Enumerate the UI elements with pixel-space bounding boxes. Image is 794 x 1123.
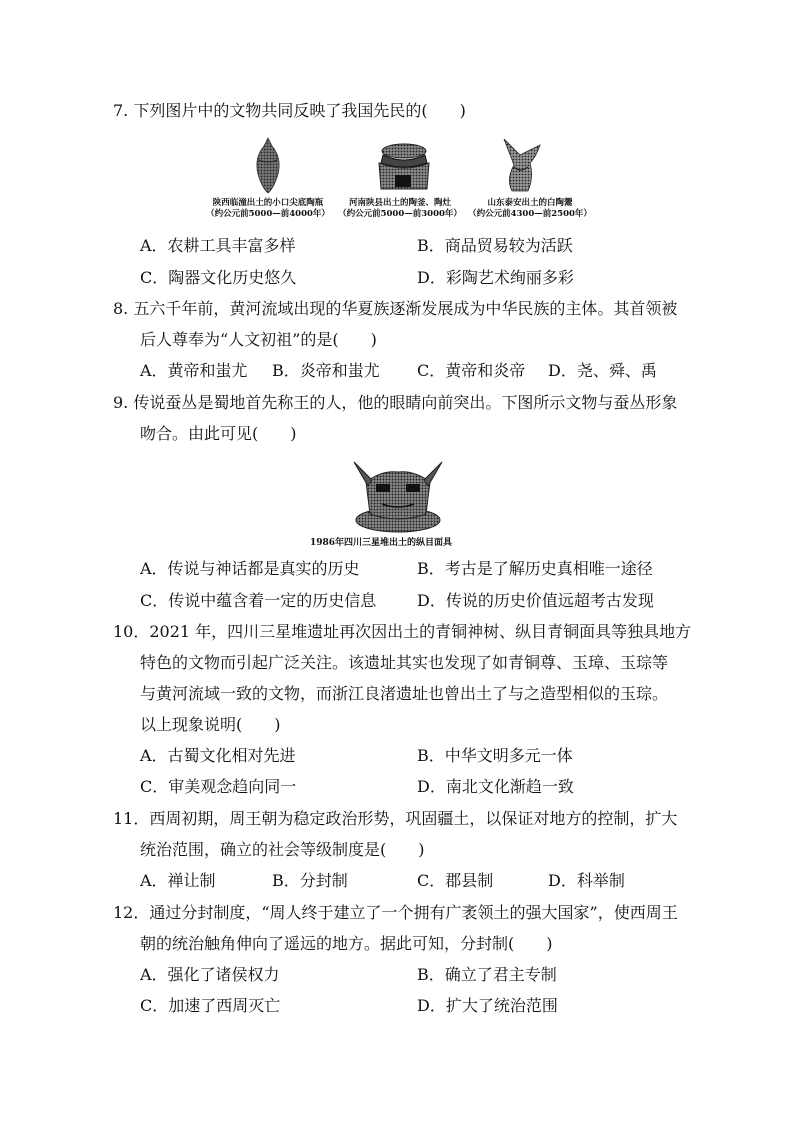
q11-option-c[interactable]: C．郡县制 [417,871,494,890]
q12-option-a[interactable]: A．强化了诸侯权力 [140,965,280,984]
q9-stem-line1: 9. 传说蚕丛是蜀地首先称王的人，他的眼睛向前突出。下图所示文物与蚕丛形象 [113,393,678,412]
q7-stem: 7. 下列图片中的文物共同反映了我国先民的( ) [113,101,466,120]
pottery-bottle-image [248,136,288,194]
q11-option-a[interactable]: A．禅让制 [140,871,216,890]
q10-option-b[interactable]: B．中华文明多元一体 [417,746,573,765]
q11-stem-line2: 统治范围，确立的社会等级制度是( ) [140,840,425,859]
image-caption-1: 陕西临潼出土的小口尖底陶瓶 （约公元前5000—前4000年） [206,198,330,219]
q7-option-c[interactable]: C．陶器文化历史悠久 [140,268,297,287]
bronze-mask-image [352,454,444,534]
q8-stem-line2: 后人尊奉为“人文初祖”的是( ) [140,330,377,349]
q8-option-a[interactable]: A．黄帝和蚩尤 [140,361,248,380]
q7-option-a[interactable]: A．农耕工具丰富多样 [140,236,296,255]
q10-stem-line3: 与黄河流域一致的文物，而浙江良渚遗址也曾出土了与之造型相似的玉琮。 [140,684,669,703]
q10-option-d[interactable]: D．南北文化渐趋一致 [417,777,574,796]
image-caption-2: 河南陕县出土的陶釜、陶灶 （约公元前5000—前3000年） [338,198,462,219]
q9-option-c[interactable]: C．传说中蕴含着一定的历史信息 [140,591,377,610]
q10-stem-line2: 特色的文物而引起广泛关注。该遗址其实也发现了如青铜尊、玉璋、玉琮等 [140,653,669,672]
q10-option-c[interactable]: C．审美观念趋向同一 [140,777,297,796]
q9-option-a[interactable]: A．传说与神话都是真实的历史 [140,559,360,578]
q9-image-caption: 1986年四川三星堆出土的纵目面具 [310,538,453,548]
q12-option-b[interactable]: B．确立了君主专制 [417,965,557,984]
image-caption-3: 山东泰安出土的白陶鬶 （约公元前4300—前2500年） [468,198,592,219]
q8-option-c[interactable]: C．黄帝和炎帝 [417,361,526,380]
white-pottery-gui-image [500,137,544,193]
q10-option-a[interactable]: A．古蜀文化相对先进 [140,746,296,765]
q8-stem-line1: 8. 五六千年前，黄河流域出现的华夏族逐渐发展成为中华民族的主体。其首领被 [113,299,678,318]
q9-option-d[interactable]: D．传说的历史价值远超考古发现 [417,591,654,610]
q12-option-d[interactable]: D．扩大了统治范围 [417,996,558,1015]
q10-stem-line4: 以上现象说明( ) [140,715,281,734]
q11-stem-line1: 11．西周初期，周王朝为稳定政治形势，巩固疆土，以保证对地方的控制，扩大 [113,809,678,828]
q10-stem-line1: 10．2021 年，四川三星堆遗址再次因出土的青铜神树、纵目青铜面具等独具地方 [113,622,692,641]
q8-option-d[interactable]: D．尧、舜、禹 [548,361,657,380]
q12-stem-line1: 12．通过分封制度，“周人终于建立了一个拥有广袤领土的强大国家”，使西周王 [113,903,678,922]
q9-stem-line2: 吻合。由此可见( ) [140,424,297,443]
pottery-pot-stove-image [373,141,435,193]
q7-option-d[interactable]: D．彩陶艺术绚丽多彩 [417,268,574,287]
q7-option-b[interactable]: B．商品贸易较为活跃 [417,236,573,255]
q11-option-b[interactable]: B．分封制 [272,871,348,890]
q12-stem-line2: 朝的统治触角伸向了遥远的地方。据此可知，分封制( ) [140,934,553,953]
q9-option-b[interactable]: B．考古是了解历史真相唯一途径 [417,559,653,578]
q11-option-d[interactable]: D．科举制 [548,871,625,890]
q8-option-b[interactable]: B．炎帝和蚩尤 [272,361,380,380]
q12-option-c[interactable]: C．加速了西周灭亡 [140,996,281,1015]
